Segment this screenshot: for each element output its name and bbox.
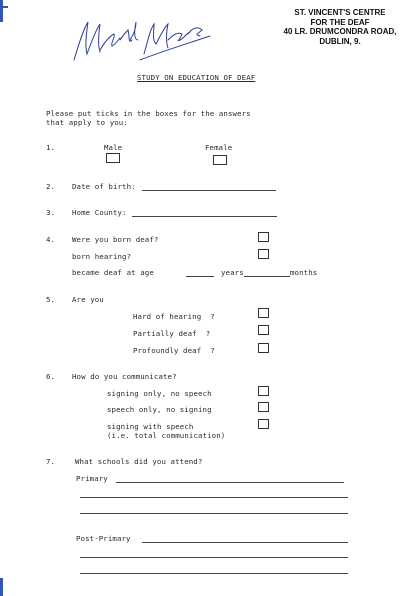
q1-number: 1. xyxy=(46,143,56,152)
partially-deaf-label: Partially deaf ? xyxy=(133,329,211,338)
post-primary-school-field[interactable] xyxy=(142,542,348,543)
q6-label: How do you communicate? xyxy=(72,372,177,381)
q4-became-deaf-label: became deaf at age xyxy=(72,268,154,277)
signing-only-label: signing only, no speech xyxy=(107,389,212,398)
date-of-birth-field[interactable] xyxy=(142,190,276,191)
q5-number: 5. xyxy=(46,295,56,304)
total-communication-note: (i.e. total communication) xyxy=(107,431,226,440)
signing-with-speech-label: signing with speech xyxy=(107,422,194,431)
q4-born-deaf-label: Were you born deaf? xyxy=(72,235,159,244)
org-subtitle: FOR THE DEAF xyxy=(310,17,370,27)
born-deaf-checkbox[interactable] xyxy=(258,232,269,242)
org-name: ST. VINCENT'S CENTRE xyxy=(294,8,386,17)
org-address-block xyxy=(270,8,410,46)
q2-number: 2. xyxy=(46,182,56,191)
org-street: 40 LR. DRUMCONDRA ROAD, xyxy=(283,27,397,36)
primary-school-field-2[interactable] xyxy=(80,497,348,498)
page-edge-bottom xyxy=(0,578,3,596)
primary-school-field[interactable] xyxy=(116,482,344,483)
profoundly-deaf-label: Profoundly deaf ? xyxy=(133,346,215,355)
page-edge-top xyxy=(0,0,3,22)
page-edge-tick xyxy=(0,6,8,8)
female-checkbox[interactable] xyxy=(213,155,227,165)
q1-male-label: Male xyxy=(104,143,123,152)
q4-number: 4. xyxy=(46,235,56,244)
q3-number: 3. xyxy=(46,208,56,217)
speech-only-label: speech only, no signing xyxy=(107,405,212,414)
q3-label: Home County: xyxy=(72,208,127,217)
male-checkbox[interactable] xyxy=(106,153,120,163)
signing-only-checkbox[interactable] xyxy=(258,386,269,396)
intro-line-1: Please put ticks in the boxes for the answers xyxy=(46,109,251,118)
partially-deaf-checkbox[interactable] xyxy=(258,325,269,335)
q2-label: Date of birth: xyxy=(72,182,136,191)
q4-years-label: years xyxy=(221,268,244,277)
signing-with-speech-checkbox[interactable] xyxy=(258,419,269,429)
org-city: DUBLIN, 9. xyxy=(319,36,361,46)
form-title: STUDY ON EDUCATION OF DEAF xyxy=(137,73,256,82)
intro-line-2: that apply to you: xyxy=(46,118,128,127)
primary-label: Primary xyxy=(76,474,108,483)
q4-months-label: months xyxy=(290,268,318,277)
hard-of-hearing-label: Hard of hearing ? xyxy=(133,312,215,321)
q5-label: Are you xyxy=(72,295,104,304)
q7-number: 7. xyxy=(46,457,56,466)
post-primary-label: Post-Primary xyxy=(76,534,131,543)
home-county-field[interactable] xyxy=(132,216,277,217)
speech-only-checkbox[interactable] xyxy=(258,402,269,412)
hard-of-hearing-checkbox[interactable] xyxy=(258,308,269,318)
q1-female-label: Female xyxy=(205,143,233,152)
born-hearing-checkbox[interactable] xyxy=(258,249,269,259)
q6-number: 6. xyxy=(46,372,56,381)
deaf-age-months-field[interactable] xyxy=(244,276,290,277)
q7-label: What schools did you attend? xyxy=(75,457,203,466)
deaf-age-years-field[interactable] xyxy=(186,276,214,277)
post-primary-school-field-2[interactable] xyxy=(80,557,348,558)
profoundly-deaf-checkbox[interactable] xyxy=(258,343,269,353)
q4-born-hearing-label: born hearing? xyxy=(72,252,132,261)
post-primary-school-field-3[interactable] xyxy=(80,573,348,574)
signature xyxy=(70,10,220,66)
primary-school-field-3[interactable] xyxy=(80,513,348,514)
